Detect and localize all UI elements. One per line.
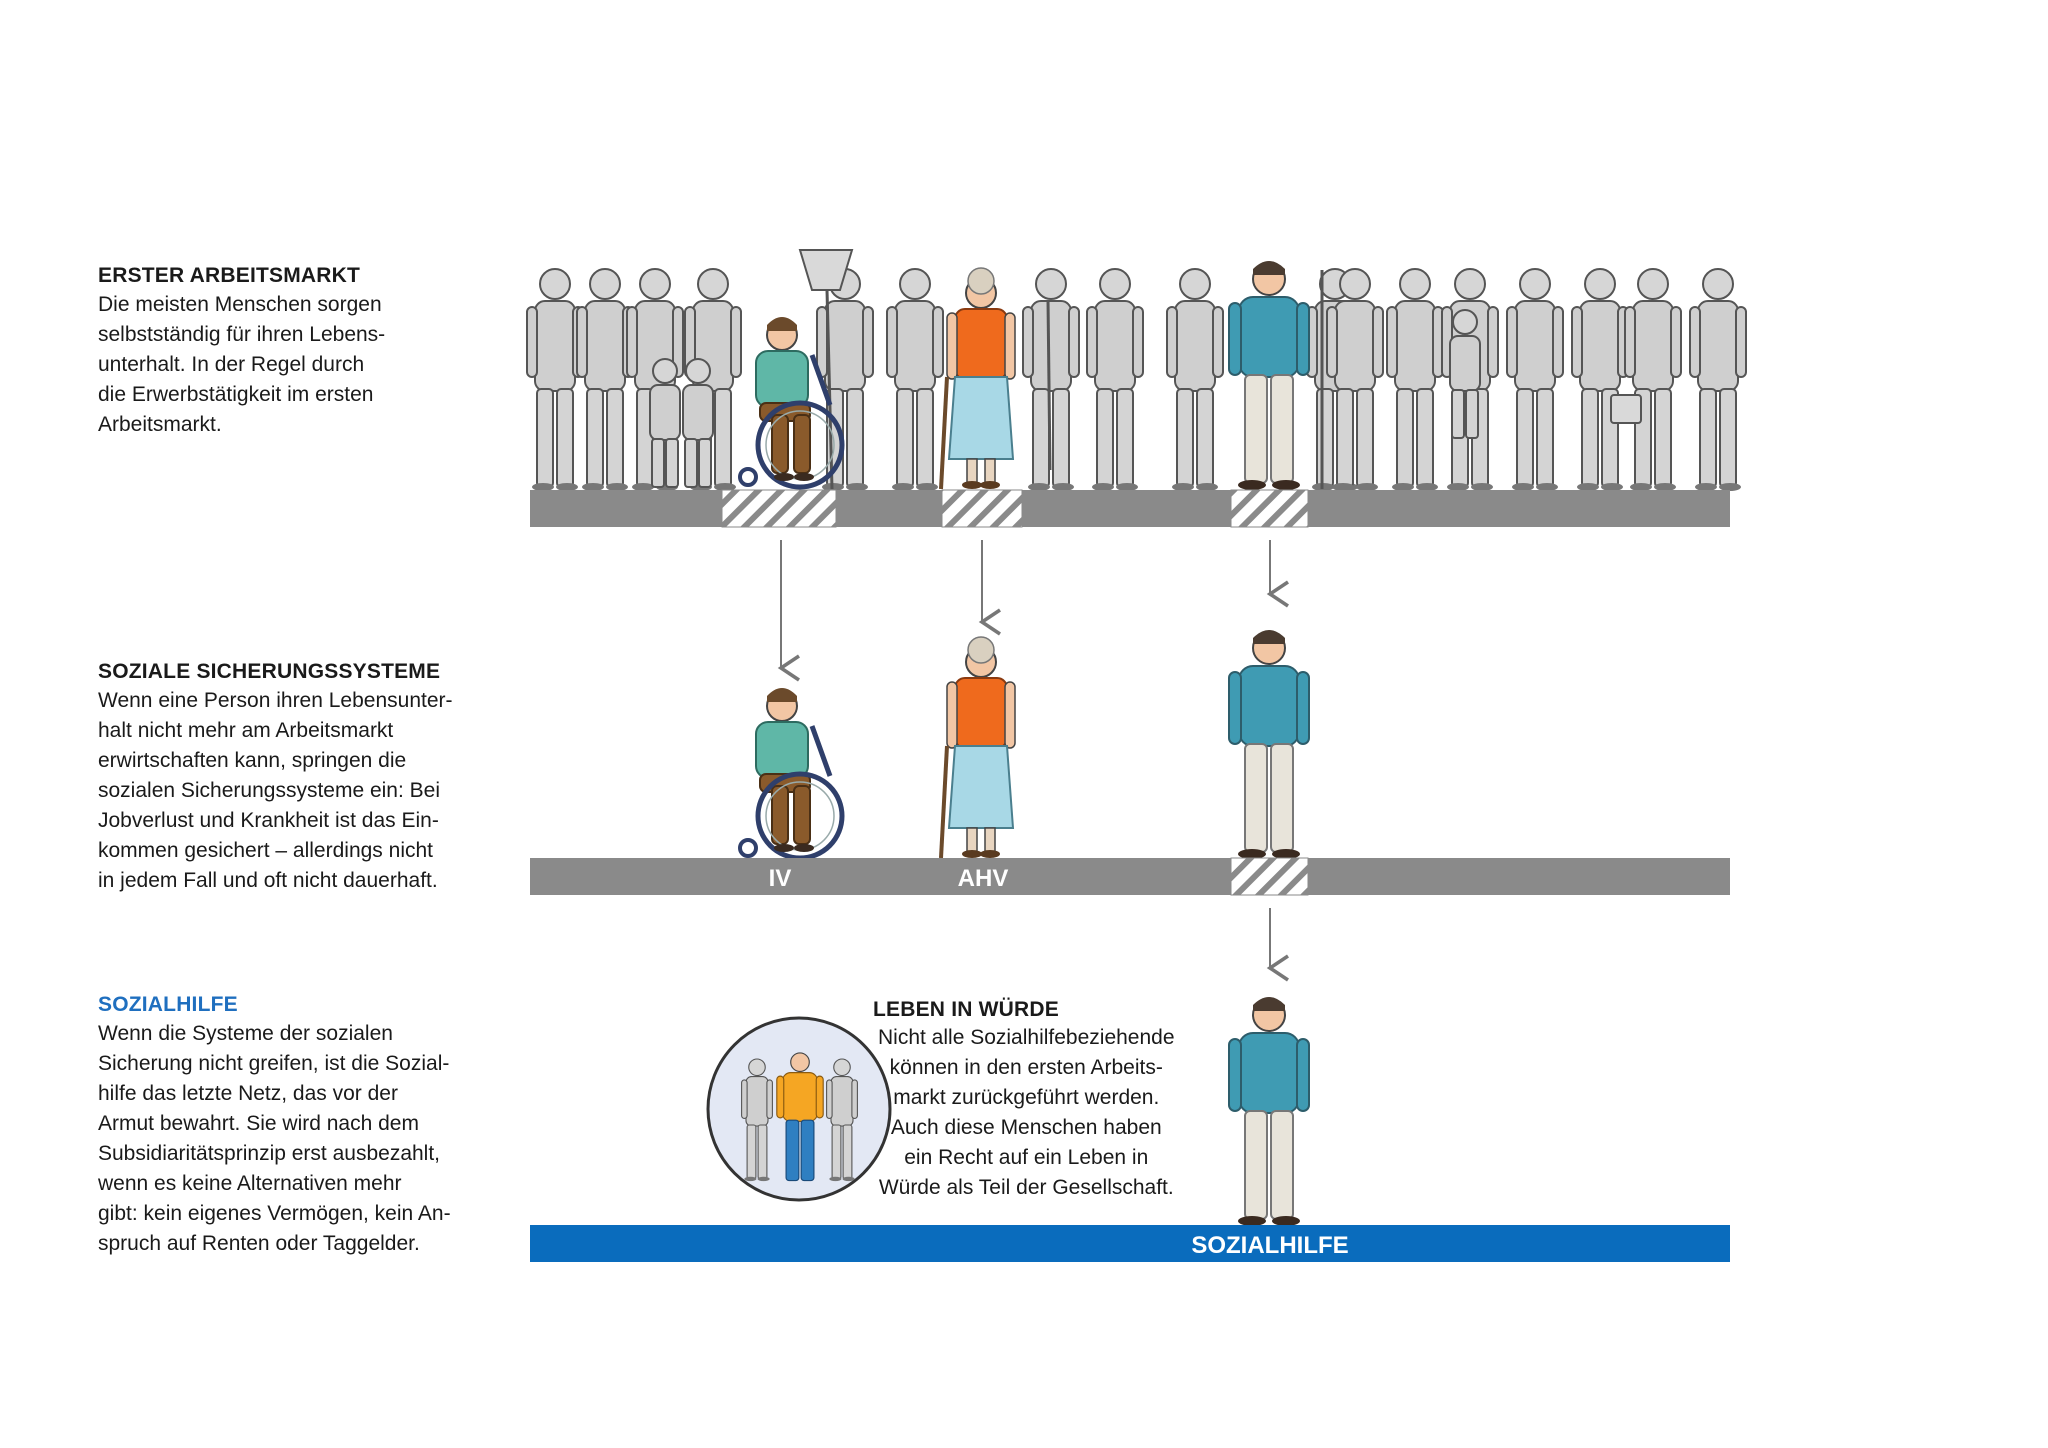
pensioner-figure <box>941 637 1015 858</box>
section-title-welfare: SOZIALHILFE <box>98 993 238 1016</box>
bar-label-iv: IV <box>768 865 792 892</box>
text-line: Sicherung nicht greifen, ist die Sozial- <box>98 1052 450 1075</box>
text-line: Auch diese Menschen haben <box>890 1116 1162 1139</box>
text-line: hilfe das letzte Netz, das vor der <box>98 1082 398 1105</box>
bar-label-sozialhilfe: SOZIALHILFE <box>1191 1232 1349 1259</box>
text-line: kommen gesichert – allerdings nicht <box>98 839 433 862</box>
unemployed-man-figure <box>1229 630 1309 859</box>
welfare-recipient-figure <box>1229 997 1309 1226</box>
text-line: Jobverlust und Krankheit ist das Ein- <box>98 809 439 832</box>
text-line: erwirtschaften kann, springen die <box>98 749 407 772</box>
bar-label-ahv: AHV <box>957 865 1009 892</box>
bar-first-labour-market <box>530 490 1730 527</box>
text-line: halt nicht mehr am Arbeitsmarkt <box>98 719 394 742</box>
text-line: Armut bewahrt. Sie wird nach dem <box>98 1112 419 1135</box>
bar-social-security <box>530 858 1730 895</box>
bar-welfare <box>530 1225 1730 1262</box>
crowd-first-labour-market <box>527 250 1746 491</box>
text-line: Arbeitsmarkt. <box>98 413 222 436</box>
text-line: markt zurückgeführt werden. <box>893 1086 1160 1109</box>
text-line: können in den ersten Arbeits- <box>889 1056 1163 1079</box>
pensioner-figure <box>941 268 1015 489</box>
dignity-text <box>878 1023 1175 1203</box>
text-line: spruch auf Renten oder Taggelder. <box>98 1232 420 1255</box>
wheelchair-user-figure <box>740 688 842 858</box>
text-line: Wenn die Systeme der sozialen <box>98 1022 393 1045</box>
text-line: Die meisten Menschen sorgen <box>98 293 382 316</box>
text-line: in jedem Fall und oft nicht dauerhaft. <box>98 869 438 892</box>
text-line: gibt: kein eigenes Vermögen, kein An- <box>98 1202 451 1225</box>
text-line: sozialen Sicherungssysteme ein: Bei <box>98 779 441 802</box>
dignity-title: LEBEN IN WÜRDE <box>873 998 1059 1021</box>
section-title-social-security: SOZIALE SICHERUNGSSYSTEME <box>98 660 441 683</box>
text-line: Nicht alle Sozialhilfebeziehende <box>878 1026 1175 1049</box>
dignity-illustration <box>708 1018 890 1200</box>
text-line: unterhalt. In der Regel durch <box>98 353 365 376</box>
text-line: ein Recht auf ein Leben in <box>904 1146 1149 1169</box>
section-title-first-labour-market: ERSTER ARBEITSMARKT <box>98 264 361 287</box>
text-line: Wenn eine Person ihren Lebensunter- <box>98 689 453 712</box>
unemployed-man-figure <box>1229 261 1309 490</box>
text-line: Subsidiaritätsprinzip erst ausbezahlt, <box>98 1142 441 1165</box>
text-line: Würde als Teil der Gesellschaft. <box>878 1176 1174 1199</box>
text-line: die Erwerbstätigkeit im ersten <box>98 383 374 406</box>
text-line: selbstständig für ihren Lebens- <box>98 323 386 346</box>
text-line: wenn es keine Alternativen mehr <box>98 1172 402 1195</box>
